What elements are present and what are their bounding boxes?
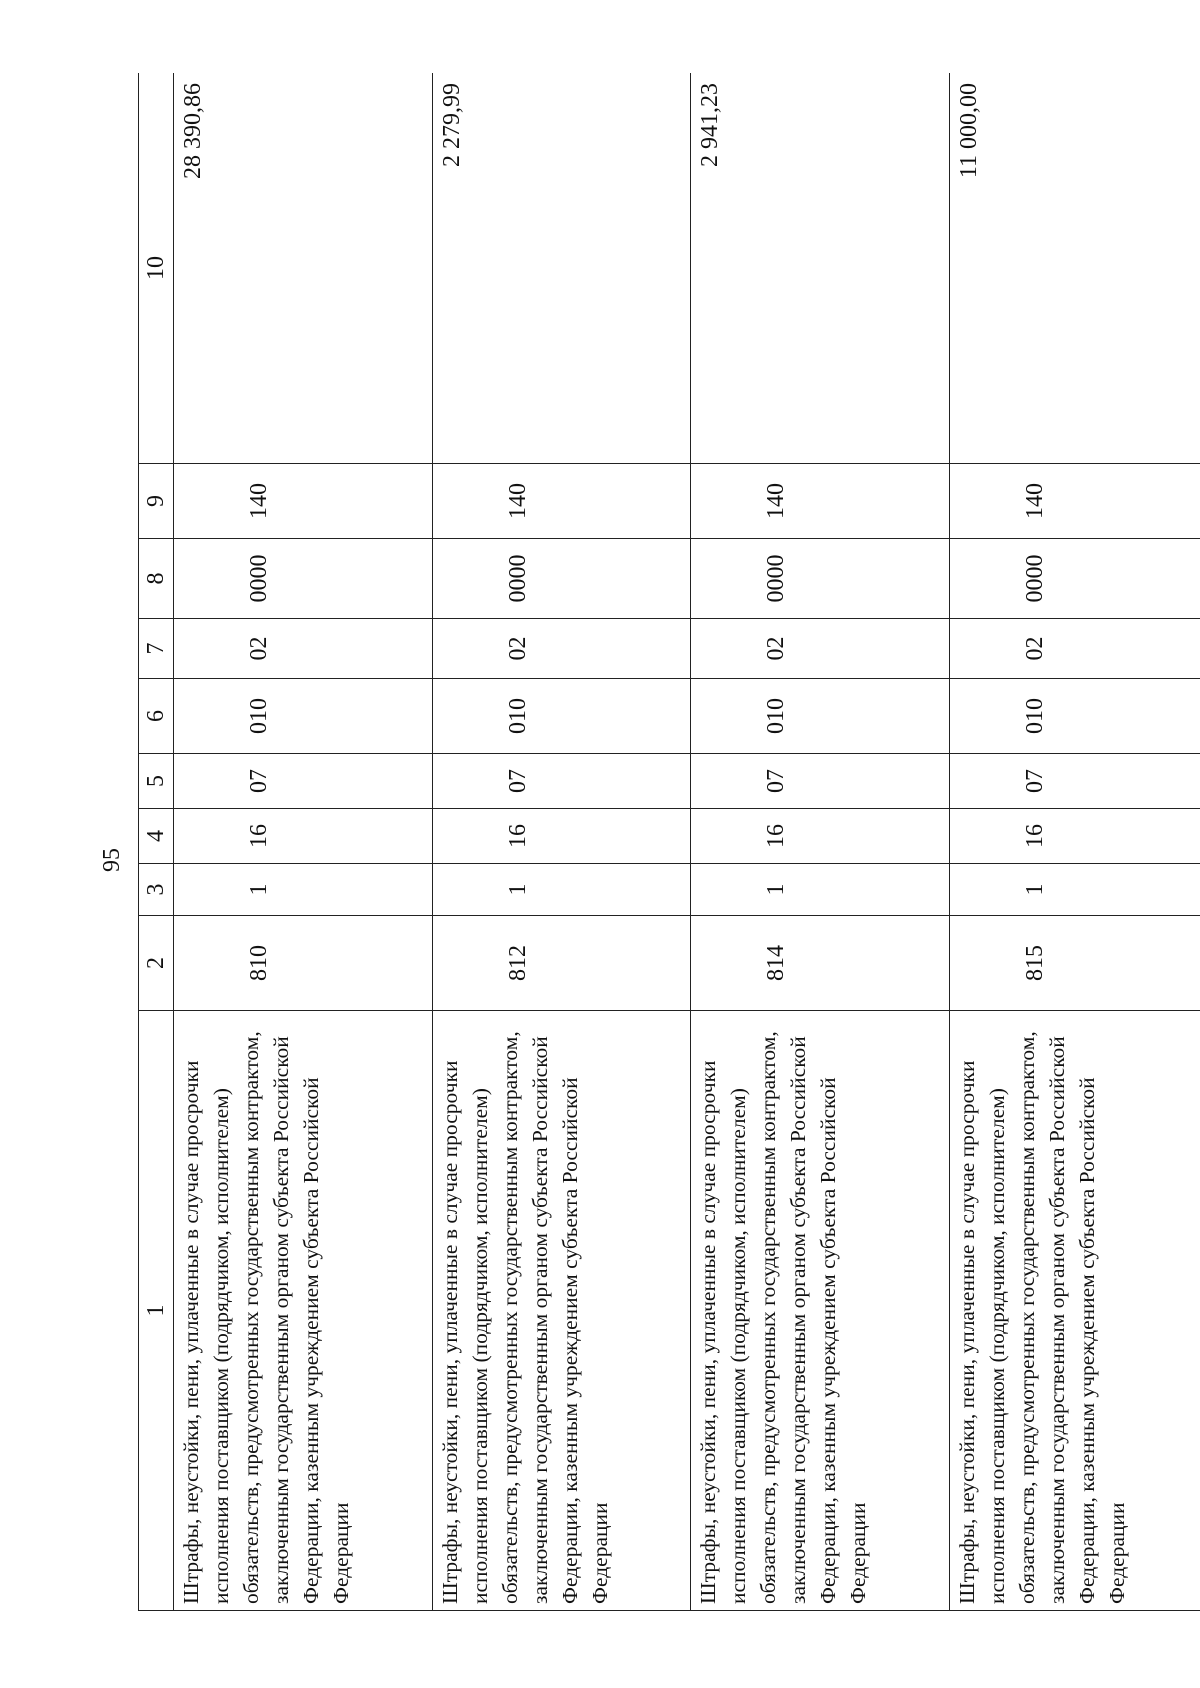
table-row <box>174 73 433 1611</box>
header-cell: 8 <box>139 539 174 619</box>
code-cell: 815 <box>949 916 1200 1011</box>
code-cell: 010 <box>691 679 950 754</box>
code-cell: 02 <box>691 619 950 679</box>
code-cell: 140 <box>949 464 1200 539</box>
code-cell: 1 <box>691 864 950 916</box>
code-cell: 1 <box>432 864 691 916</box>
budget-table-wrapper <box>138 73 1200 1611</box>
code-cell: 812 <box>432 916 691 1011</box>
budget-table <box>138 73 1200 1611</box>
header-cell: 1 <box>139 1011 174 1611</box>
code-cell: 02 <box>949 619 1200 679</box>
header-cell: 2 <box>139 916 174 1011</box>
code-cell: 010 <box>174 679 433 754</box>
code-cell: 010 <box>949 679 1200 754</box>
code-cell: 16 <box>949 809 1200 864</box>
description-cell: Штрафы, неустойки, пени, уплаченные в случае просрочки исполнения поставщиком (подрядчиком, исполнителем) обязательств, предусмотренных государственным контрактом, заключенным государственным органом субъекта Российской Федерации, казенным учреждением субъекта Российской Федерации <box>691 1011 950 1611</box>
code-cell: 07 <box>432 754 691 809</box>
header-cell: 6 <box>139 679 174 754</box>
header-row <box>139 73 174 1611</box>
description-cell: Штрафы, неустойки, пени, уплаченные в случае просрочки исполнения поставщиком (подрядчиком, исполнителем) обязательств, предусмотренных государственным контрактом, заключенным государственным органом субъекта Российской Федерации, казенным учреждением субъекта Российской Федерации <box>949 1011 1200 1611</box>
table-row <box>432 73 691 1611</box>
table-row <box>949 73 1200 1611</box>
code-cell: 0000 <box>949 539 1200 619</box>
page-number: 95 <box>99 848 125 872</box>
code-cell: 140 <box>691 464 950 539</box>
code-cell: 810 <box>174 916 433 1011</box>
amount-cell: 11 000,00 <box>949 73 1200 464</box>
code-cell: 16 <box>432 809 691 864</box>
header-cell: 5 <box>139 754 174 809</box>
code-cell: 16 <box>691 809 950 864</box>
table-row <box>691 73 950 1611</box>
description-cell: Штрафы, неустойки, пени, уплаченные в случае просрочки исполнения поставщиком (подрядчиком, исполнителем) обязательств, предусмотренных государственным контрактом, заключенным государственным органом субъекта Российской Федерации, казенным учреждением субъекта Российской Федерации <box>174 1011 433 1611</box>
amount-cell: 2 941,23 <box>691 73 950 464</box>
code-cell: 0000 <box>432 539 691 619</box>
code-cell: 814 <box>691 916 950 1011</box>
code-cell: 1 <box>174 864 433 916</box>
table-rotator <box>138 73 1200 1611</box>
code-cell: 16 <box>174 809 433 864</box>
code-cell: 010 <box>432 679 691 754</box>
header-cell: 10 <box>139 73 174 464</box>
code-cell: 07 <box>174 754 433 809</box>
amount-cell: 28 390,86 <box>174 73 433 464</box>
amount-cell: 2 279,99 <box>432 73 691 464</box>
header-cell: 9 <box>139 464 174 539</box>
code-cell: 140 <box>174 464 433 539</box>
header-cell: 3 <box>139 864 174 916</box>
header-cell: 7 <box>139 619 174 679</box>
code-cell: 07 <box>949 754 1200 809</box>
code-cell: 0000 <box>691 539 950 619</box>
code-cell: 140 <box>432 464 691 539</box>
code-cell: 0000 <box>174 539 433 619</box>
code-cell: 07 <box>691 754 950 809</box>
description-cell: Штрафы, неустойки, пени, уплаченные в случае просрочки исполнения поставщиком (подрядчиком, исполнителем) обязательств, предусмотренных государственным контрактом, заключенным государственным органом субъекта Российской Федерации, казенным учреждением субъекта Российской Федерации <box>432 1011 691 1611</box>
code-cell: 02 <box>432 619 691 679</box>
code-cell: 02 <box>174 619 433 679</box>
header-cell: 4 <box>139 809 174 864</box>
code-cell: 1 <box>949 864 1200 916</box>
